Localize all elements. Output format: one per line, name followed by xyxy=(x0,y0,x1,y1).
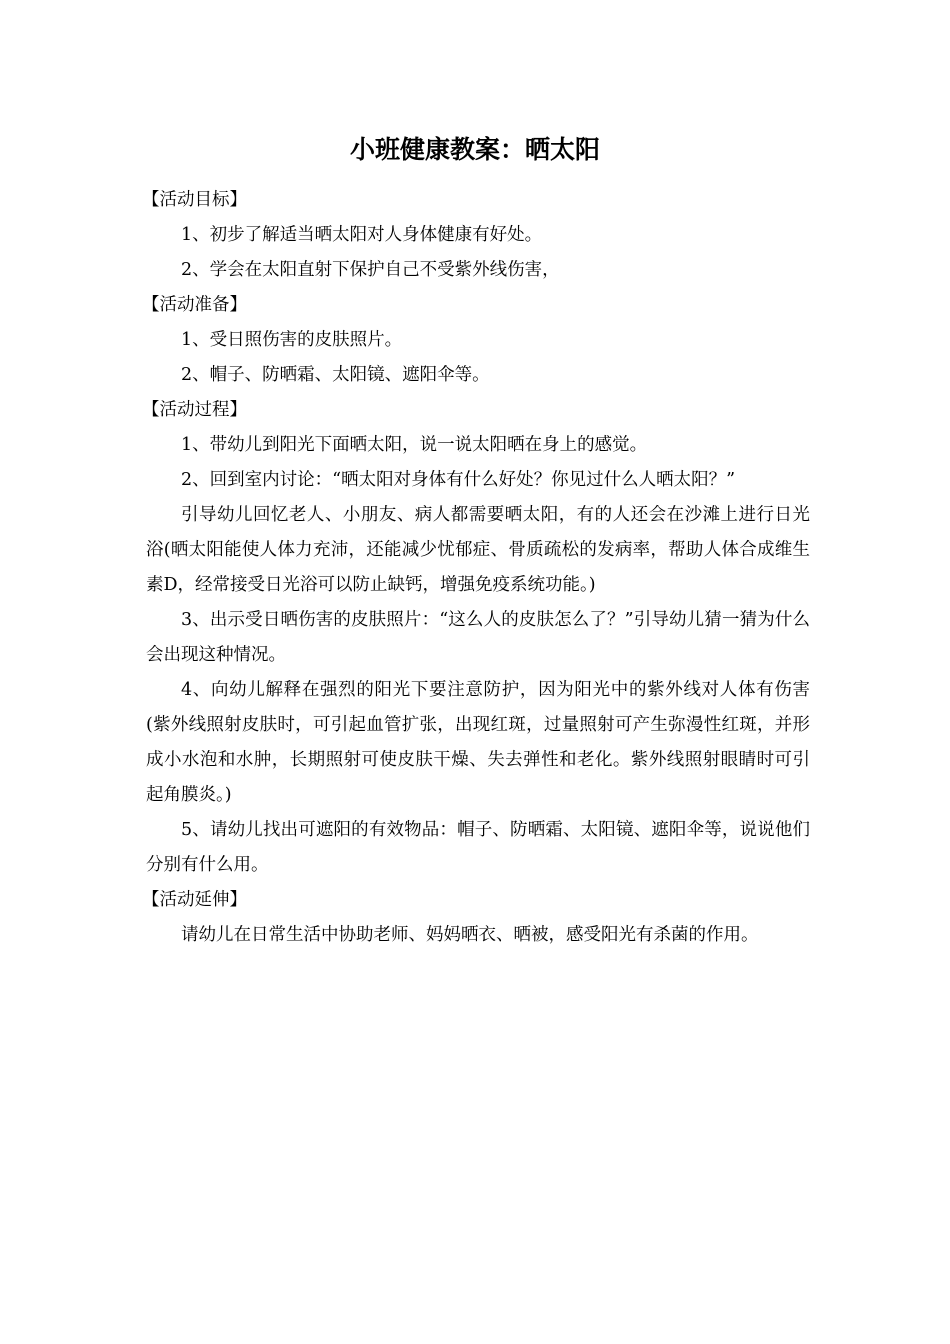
section-heading-goal: 【活动目标】 xyxy=(142,190,247,210)
extension-item-1: 请幼儿在日常生活中协助老师、妈妈晒衣、晒被，感受阳光有杀菌的作用。 xyxy=(181,925,759,945)
goal-item-2: 2、学会在太阳直射下保护自己不受紫外线伤害， xyxy=(181,260,560,280)
process-item-3: 3、出示受日晒伤害的皮肤照片：“这么人的皮肤怎么了？”引导幼儿猜一猜为什么会出现这种情况。 xyxy=(146,610,810,665)
section-heading-process: 【活动过程】 xyxy=(142,400,247,420)
process-item-1: 1、带幼儿到阳光下面晒太阳，说一说太阳晒在身上的感觉。 xyxy=(181,435,648,455)
section-heading-extension: 【活动延伸】 xyxy=(142,890,247,910)
process-paragraph-guide: 引导幼儿回忆老人、小朋友、病人都需要晒太阳，有的人还会在沙滩上进行日光浴(晒太阳能使人体力充沛，还能减少忧郁症、骨质疏松的发病率，帮助人体合成维生素D，经常接受日光浴可以防止缺钙，增强免疫系统功能。) xyxy=(146,505,810,595)
process-item-4: 4、向幼儿解释在强烈的阳光下要注意防护，因为阳光中的紫外线对人体有伤害(紫外线照射皮肤时，可引起血管扩张，出现红斑，过量照射可产生弥漫性红斑，并形成小水泡和水肿，长期照射可使皮肤干燥、失去弹性和老化。紫外线照射眼睛时可引起角膜炎。) xyxy=(146,680,810,805)
prep-item-2: 2、帽子、防晒霜、太阳镜、遮阳伞等。 xyxy=(181,365,490,385)
document-body xyxy=(142,183,810,953)
process-item-5: 5、请幼儿找出可遮阳的有效物品：帽子、防晒霜、太阳镜、遮阳伞等，说说他们分别有什么用。 xyxy=(146,820,810,875)
section-heading-prep: 【活动准备】 xyxy=(142,295,247,315)
prep-item-1: 1、受日照伤害的皮肤照片。 xyxy=(181,330,403,350)
goal-item-1: 1、初步了解适当晒太阳对人身体健康有好处。 xyxy=(181,225,543,245)
process-item-2: 2、回到室内讨论：“晒太阳对身体有什么好处？你见过什么人晒太阳？” xyxy=(181,470,736,490)
document-title: 小班健康教案：晒太阳 xyxy=(349,135,600,164)
